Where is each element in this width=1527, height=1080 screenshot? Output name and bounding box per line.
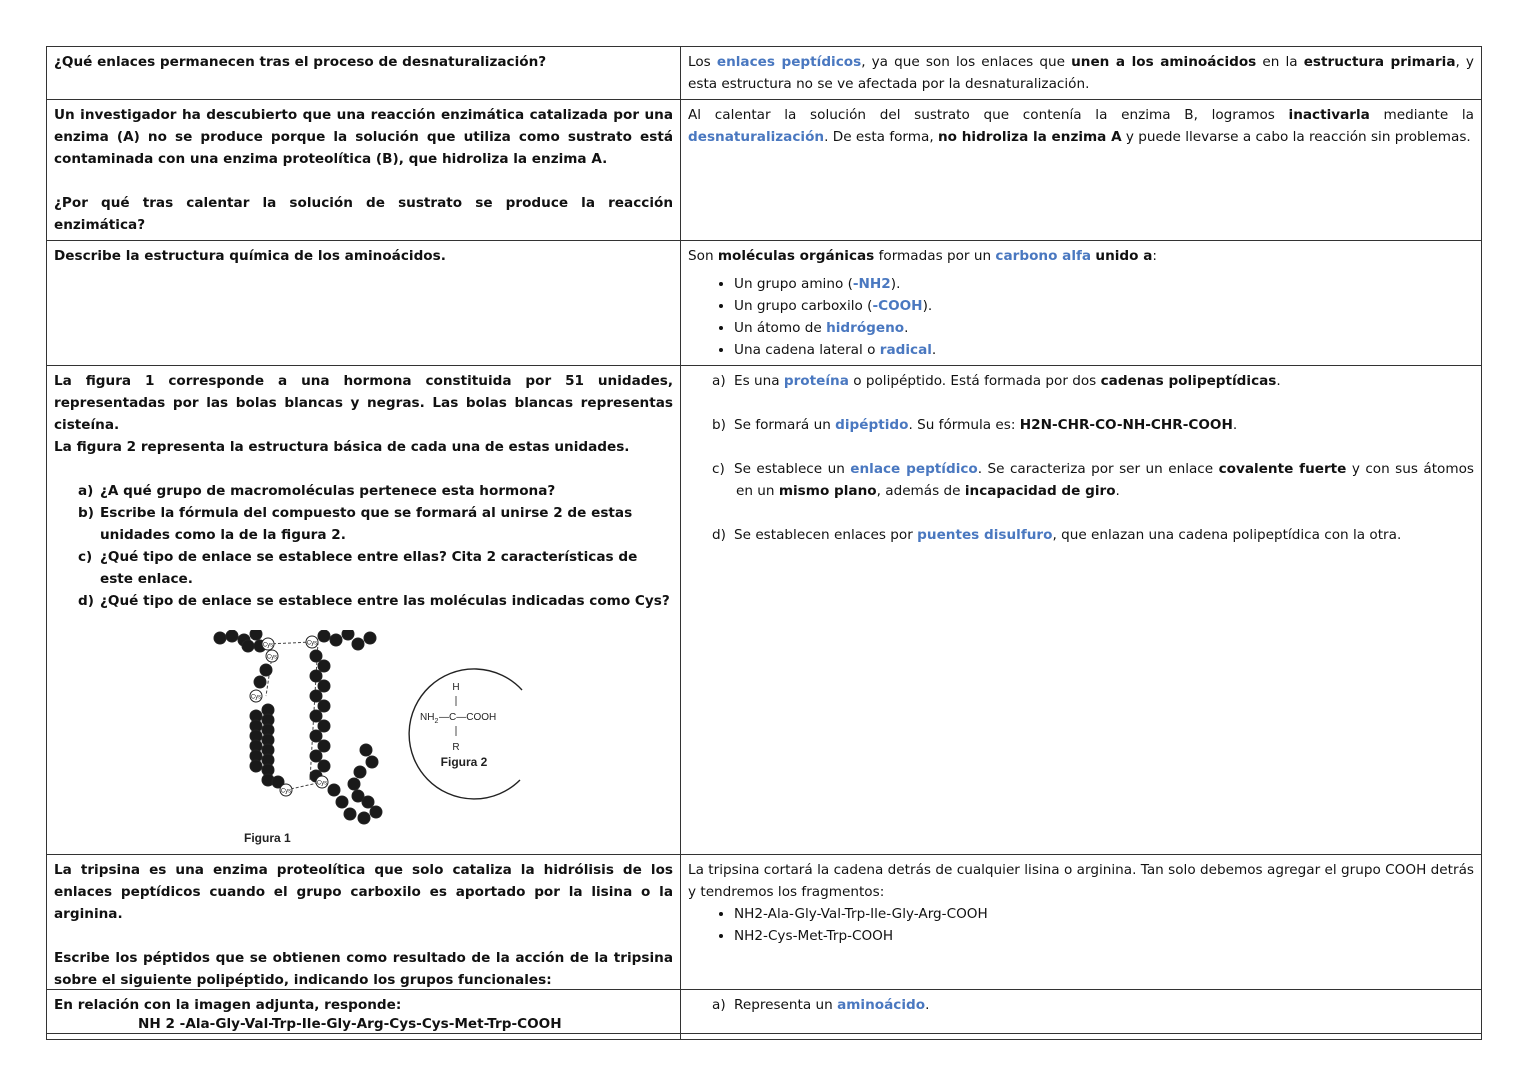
amino-bead xyxy=(344,808,356,820)
list-item: d) ¿Qué tipo de enlace se establece entre las moléculas indicadas como Cys? xyxy=(78,593,670,609)
answer-cell xyxy=(681,990,1482,1034)
figure-2-label: Figura 2 xyxy=(440,755,488,769)
list-item: • Un grupo amino (-NH2). xyxy=(734,273,1474,295)
cys-label: Cys xyxy=(262,642,274,649)
list-item: a) ¿A qué grupo de macromoléculas pertenece esta hormona? xyxy=(78,483,556,499)
amino-bead xyxy=(318,660,330,672)
cys-label: Cys xyxy=(306,640,318,647)
cys-label: Cys xyxy=(316,780,328,787)
amino-bead xyxy=(310,730,322,742)
amino-bead xyxy=(352,790,364,802)
amino-bead xyxy=(214,632,226,644)
amino-bead xyxy=(250,760,262,772)
answer-cell: Los enlaces peptídicos, ya que son los enlaces que unen a los aminoácidos en la estructura primaria, y esta estructura no se ve afectada por la desnaturalización. xyxy=(681,47,1482,100)
amino-bead xyxy=(360,744,372,756)
amino-bead xyxy=(318,740,330,752)
amino-bead xyxy=(260,664,272,676)
disulfide-bridge xyxy=(268,642,312,644)
amino-bead xyxy=(310,750,322,762)
cys-label: Cys xyxy=(250,694,262,701)
list-item: • NH2-Ala-Gly-Val-Trp-Ile-Gly-Arg-COOH xyxy=(734,903,1474,925)
question-cell: La figura 1 corresponde a una hormona constituida por 51 unidades, representadas por las bolas blancas y negras. Las bolas blancas representas cisteína. La figura 2 representa la estructura básica de cada una de estas unidades. a) ¿A qué grupo de macromoléculas pertenece esta hormona? b) Escribe la fórmula del compuesto que se formará al unirse 2 de estas unidades como la de la figura 2. c) ¿Qué tipo de enlace se establece entre ellas? Cita 2 características de este enlace. d) ¿Qué tipo de enlace se establece entre las moléculas indicadas como Cys? Cys Cys Cys Cys Cys Cys Figura 1 H $NH_2$ —C—COOH R Figura 2 xyxy=(47,366,681,855)
figure-2-aminoacid xyxy=(409,669,522,799)
amino-bead xyxy=(342,630,354,640)
row-imagen xyxy=(47,990,1482,1034)
amino-bead xyxy=(310,690,322,702)
amino-bead xyxy=(366,756,378,768)
svg-text:R: R xyxy=(452,742,460,753)
main-table xyxy=(46,46,1482,1040)
amino-bead xyxy=(318,760,330,772)
amino-bead xyxy=(364,632,376,644)
list-item: c) ¿Qué tipo de enlace se establece entre ellas? Cita 2 características de este enlace. xyxy=(78,549,638,587)
amino-bead xyxy=(318,680,330,692)
question-cell: La tripsina es una enzima proteolítica que solo cataliza la hidrólisis de los enlaces peptídicos cuando el grupo carboxilo es aportado por la lisina o la arginina. Escribe los péptidos que se obtienen como resultado de la acción de la tripsina sobre el siguiente polipéptido, indicando los grupos funcionales: NH 2 -Ala-Gly-Val-Trp-Ile-Gly-Arg-Cys-Cys-Met-Trp-COOH xyxy=(47,855,681,1040)
svg-text:H: H xyxy=(452,682,460,693)
svg-text:NH2: $NH_2$ xyxy=(420,712,439,725)
question-cell: ¿Qué enlaces permanecen tras el proceso de desnaturalización? xyxy=(47,47,681,100)
question-cell: Un investigador ha descubierto que una reacción enzimática catalizada por una enzima (A) no se produce porque la solución que utiliza como sustrato está contaminada con una enzima proteolítica (B), que hidroliza la enzima A. ¿Por qué tras calentar la solución de sustrato se produce la reacción enzimática? xyxy=(47,100,681,241)
svg-text:—C—COOH: —C—COOH xyxy=(439,712,497,723)
answer-c: c) Se establece un enlace peptídico. Se caracteriza por ser un enlace covalente fuerte y con sus átomos en un mismo plano, además de incapacidad de giro. xyxy=(712,461,1474,499)
amino-bead xyxy=(226,630,238,642)
components-list xyxy=(688,273,1474,361)
question-cell: Describe la estructura química de los aminoácidos. xyxy=(47,241,681,366)
amino-bead xyxy=(330,634,342,646)
answer-b: b) Se formará un dipéptido. Su fórmula es: H2N-CHR-CO-NH-CHR-COOH. xyxy=(712,417,1238,433)
amino-bead xyxy=(254,676,266,688)
cys-label: Cys xyxy=(266,654,278,661)
question-list xyxy=(54,480,673,612)
list-item: • Una cadena lateral o radical. xyxy=(734,339,1474,361)
question-cell: En relación con la imagen adjunta, responde: xyxy=(47,990,681,1034)
answer-d: d) Se establecen enlaces por puentes disulfuro, que enlazan una cadena polipeptídica con la otra. xyxy=(712,527,1402,543)
amino-bead xyxy=(370,806,382,818)
answer-cell: Al calentar la solución del sustrato que contenía la enzima B, logramos inactivarla mediante la desnaturalización. De esta forma, no hidroliza la enzima A y puede llevarse a cabo la reacción sin problemas. xyxy=(681,100,1482,241)
row-hormona xyxy=(47,366,1482,855)
answer-cell xyxy=(681,366,1482,855)
amino-bead xyxy=(318,630,330,642)
amino-bead xyxy=(318,720,330,732)
answer-a: a) Es una proteína o polipéptido. Está formada por dos cadenas polipeptídicas. xyxy=(712,373,1281,389)
amino-bead xyxy=(318,700,330,712)
list-item: • Un átomo de hidrógeno. xyxy=(734,317,1474,339)
figures-illustration xyxy=(54,630,674,850)
list-item: • Un grupo carboxilo (-COOH). xyxy=(734,295,1474,317)
second-table xyxy=(46,989,1482,1034)
amino-bead xyxy=(310,650,322,662)
list-item: • NH2-Cys-Met-Trp-COOH xyxy=(734,925,1474,947)
row-enzima xyxy=(47,100,1482,241)
list-item: b) Escribe la fórmula del compuesto que se formará al unirse 2 de estas unidades como la de la figura 2. xyxy=(78,505,633,543)
amino-bead xyxy=(358,812,370,824)
row-desnaturalizacion xyxy=(47,47,1482,100)
fragments-list xyxy=(688,903,1474,947)
amino-bead xyxy=(336,796,348,808)
amino-bead xyxy=(348,778,360,790)
answer-a: a) Representa un aminoácido. xyxy=(712,997,930,1013)
figure-1-label: Figura 1 xyxy=(244,831,291,845)
figure-1-insulin-chains xyxy=(214,630,382,824)
answer-intro: Son moléculas orgánicas formadas por un carbono alfa unido a: xyxy=(688,248,1158,264)
cys-label: Cys xyxy=(280,788,292,795)
amino-bead xyxy=(352,638,364,650)
amino-bead xyxy=(250,630,262,640)
amino-bead xyxy=(310,670,322,682)
amino-bead xyxy=(354,766,366,778)
amino-bead xyxy=(310,710,322,722)
answer-cell: La tripsina cortará la cadena detrás de cualquier lisina o arginina. Tan solo debemos agregar el grupo COOH detrás y tendremos los fragmentos: • NH2-Ala-Gly-Val-Trp-Ile-Gly-Arg-COOH • NH2-Cys-Met-Trp-COOH xyxy=(681,855,1482,1040)
row-aminoacidos xyxy=(47,241,1482,366)
answer-cell xyxy=(681,241,1482,366)
amino-bead xyxy=(328,784,340,796)
amino-bead xyxy=(242,640,254,652)
